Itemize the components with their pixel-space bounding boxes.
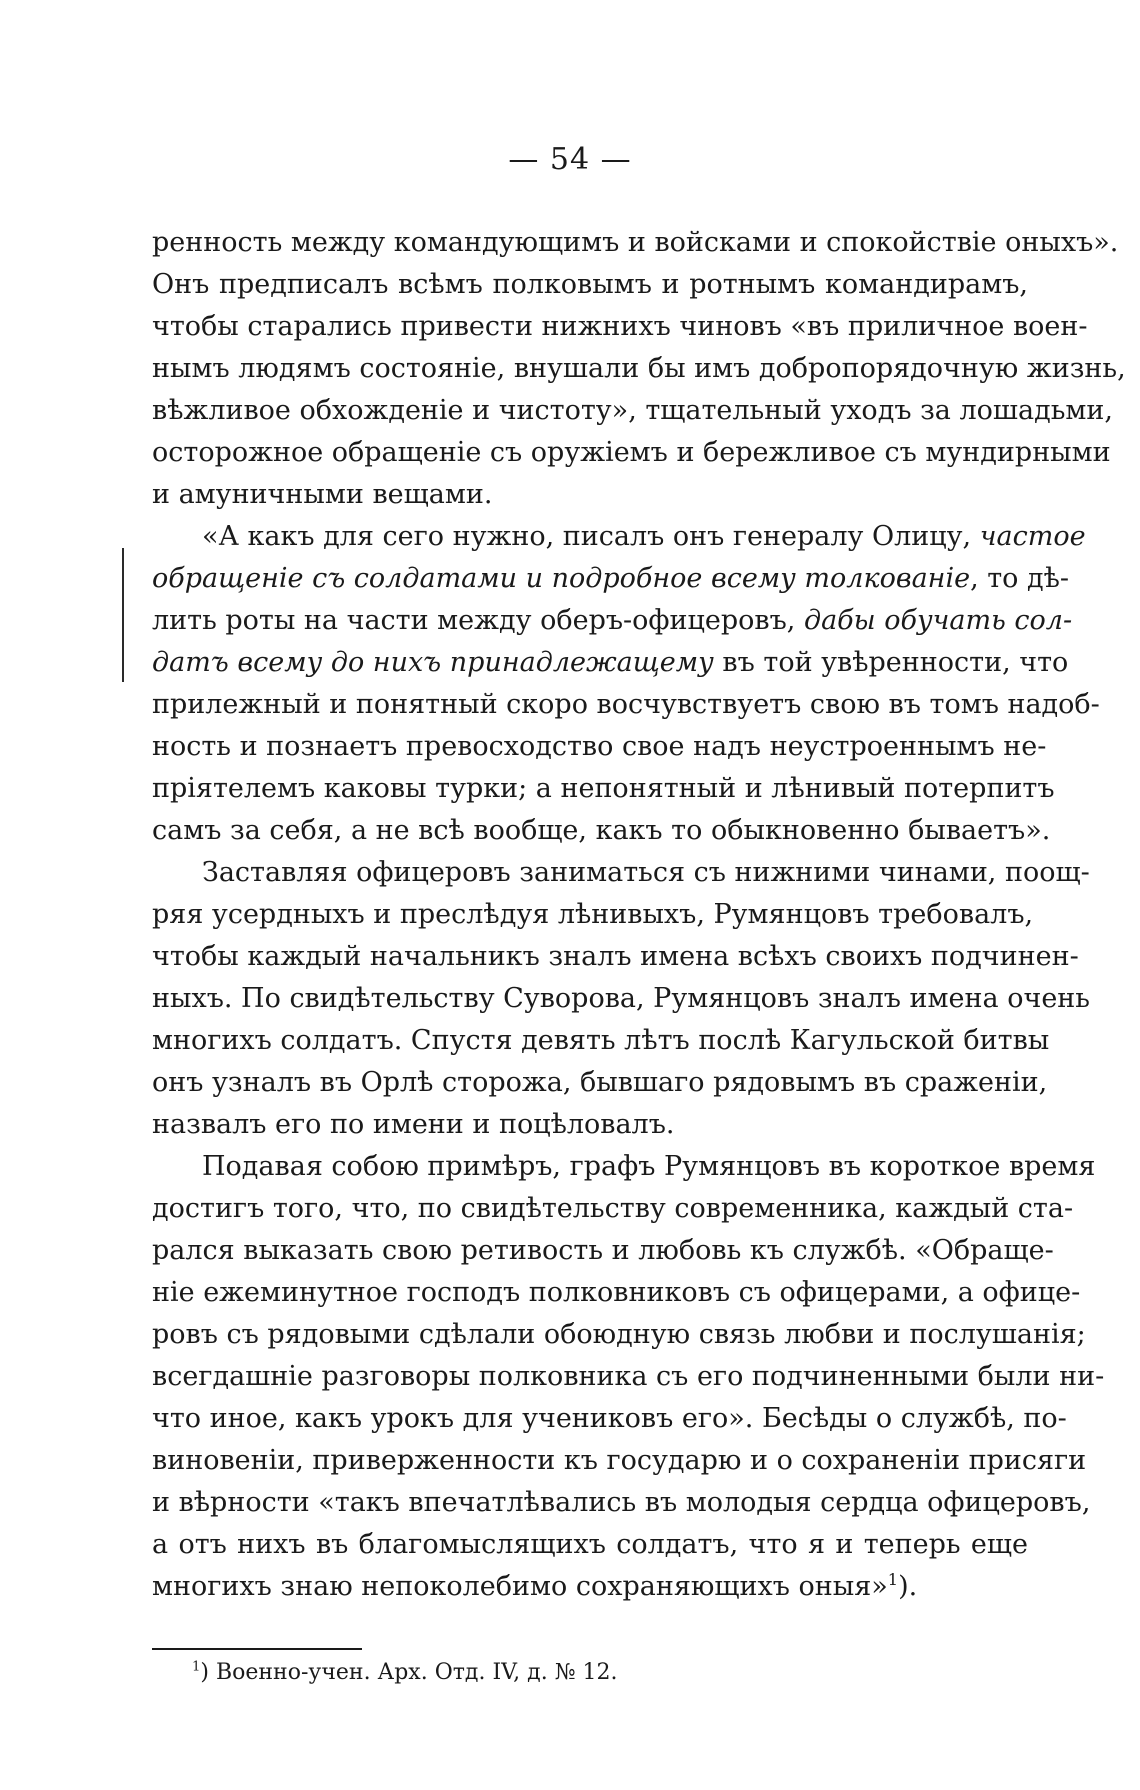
line-text: и амуничными вещами.: [152, 479, 493, 510]
text-line: [152, 768, 1055, 810]
line-text: онъ узналъ въ Орлѣ сторожа, бывшаго рядовымъ въ сраженіи,: [152, 1067, 1048, 1098]
line-text: всегдашніе разговоры полковника съ его подчиненными были ни-: [152, 1361, 1105, 1392]
paragraph: [152, 852, 1090, 1146]
line-text: и вѣрности «такъ впечатлѣвались въ молодыя сердца офицеровъ,: [152, 1487, 1091, 1518]
text-line: [152, 1482, 1091, 1524]
italic-text: датъ всему до нихъ принадлежащему: [152, 647, 714, 678]
line-text: «А какъ для сего нужно, писалъ онъ генералу Олицу,: [202, 521, 980, 552]
footnote: [192, 1656, 618, 1690]
text-line: [152, 726, 1047, 768]
page-number: — 54 —: [508, 142, 632, 177]
text-line: [152, 1146, 1096, 1188]
margin-pencil-mark: [122, 548, 124, 682]
line-text: ныхъ. По свидѣтельству Суворова, Румянцовъ зналъ имена очень: [152, 983, 1090, 1014]
italic-text: обращеніе съ солдатами и подробное всему толкованіе: [152, 563, 971, 594]
italic-text: частое: [979, 521, 1086, 552]
line-text: Заставляя офицеровъ заниматься съ нижними чинами, поощ-: [202, 857, 1090, 888]
paragraph: [152, 516, 1100, 852]
text-line: [152, 936, 1079, 978]
line-text: чтобы каждый начальникъ зналъ имена всѣхъ своихъ подчинен-: [152, 941, 1079, 972]
line-text: ность и познаетъ превосходство свое надъ неустроеннымъ не-: [152, 731, 1047, 762]
paragraph: [152, 1146, 1105, 1608]
text-line: [152, 1440, 1087, 1482]
text-line: [152, 1020, 1050, 1062]
line-text: ренность между командующимъ и войсками и спокойствіе оныхъ».: [152, 227, 1119, 258]
line-text: многихъ солдатъ. Спустя девять лѣтъ послѣ Кагульской битвы: [152, 1025, 1050, 1056]
text-line: [152, 810, 1051, 852]
line-text: достигъ того, что, по свидѣтельству современника, каждый ста-: [152, 1193, 1074, 1224]
text-line: [152, 1524, 1028, 1566]
text-line: [152, 558, 1070, 600]
footnote-text: ) Военно-учен. Арх. Отд. IV, д. № 12.: [200, 1660, 618, 1685]
text-line: [152, 1314, 1086, 1356]
line-text: виновеніи, приверженности къ государю и о сохраненіи присяги: [152, 1445, 1087, 1476]
text-line: [152, 1062, 1048, 1104]
text-line: [152, 600, 1073, 642]
text-line: [152, 390, 1113, 432]
text-line: [152, 348, 1126, 390]
text-line: [152, 516, 1086, 558]
text-line: [152, 1230, 1054, 1272]
line-text: что иное, какъ урокъ для учениковъ его». Бесѣды о службѣ, по-: [152, 1403, 1067, 1434]
line-text: ніе ежеминутное господъ полковниковъ съ офицерами, а офице-: [152, 1277, 1081, 1308]
line-text: , то дѣ-: [970, 563, 1070, 594]
text-line: [152, 222, 1119, 264]
text-line: [152, 1188, 1074, 1230]
footnote-marker: 1: [192, 1659, 201, 1675]
line-text: нымъ людямъ состояніе, внушали бы имъ добропорядочную жизнь,: [152, 353, 1126, 384]
line-text: рался выказать свою ретивость и любовь къ службѣ. «Обраще-: [152, 1235, 1054, 1266]
line-text: прилежный и понятный скоро восчувствуетъ свою въ томъ надоб-: [152, 689, 1100, 720]
text-line: [152, 894, 1034, 936]
text-line: [152, 852, 1090, 894]
text-line: [152, 306, 1088, 348]
line-text: Онъ предписалъ всѣмъ полковымъ и ротнымъ командирамъ,: [152, 269, 1028, 300]
line-text: чтобы старались привести нижнихъ чиновъ «въ приличное воен-: [152, 311, 1088, 342]
text-line: [152, 1356, 1105, 1398]
line-text: ).: [898, 1571, 918, 1602]
text-line: [152, 642, 1069, 684]
line-text: назвалъ его по имени и поцѣловалъ.: [152, 1109, 675, 1140]
line-text: пріятелемъ каковы турки; а непонятный и лѣнивый потерпитъ: [152, 773, 1055, 804]
line-text: осторожное обращеніе съ оружіемъ и бережливое съ мундирными: [152, 437, 1111, 468]
line-text: самъ за себя, а не всѣ вообще, какъ то обыкновенно бываетъ».: [152, 815, 1051, 846]
footnote-rule: [152, 1648, 362, 1650]
text-line: [152, 978, 1090, 1020]
line-text: а отъ нихъ въ благомыслящихъ солдатъ, что я и теперь еще: [152, 1529, 1028, 1560]
line-text: Подавая собою примѣръ, графъ Румянцовъ въ короткое время: [202, 1151, 1096, 1182]
line-text: ряя усердныхъ и преслѣдуя лѣнивыхъ, Румянцовъ требовалъ,: [152, 899, 1034, 930]
text-line: [152, 264, 1028, 306]
line-text: въ той увѣренности, что: [713, 647, 1069, 678]
line-text: многихъ знаю непоколебимо сохраняющихъ оныя»: [152, 1571, 888, 1602]
italic-text: дабы обучать сол-: [803, 605, 1073, 636]
text-line: [152, 1104, 1028, 1146]
line-text: лить роты на части между оберъ-офицеровъ,: [152, 605, 804, 636]
text-line: [152, 1398, 1067, 1440]
text-line: [152, 1566, 1028, 1608]
text-line: [152, 474, 1028, 516]
text-line: [152, 1272, 1081, 1314]
body-text: [152, 222, 1126, 1608]
text-line: [152, 684, 1100, 726]
line-text: ровъ съ рядовыми сдѣлали обоюдную связь любви и послушанія;: [152, 1319, 1086, 1350]
text-line: [152, 432, 1111, 474]
footnote-reference: 1: [887, 1570, 899, 1589]
line-text: вѣжливое обхожденіе и чистоту», тщательный уходъ за лошадьми,: [152, 395, 1113, 426]
paragraph: [152, 222, 1126, 516]
